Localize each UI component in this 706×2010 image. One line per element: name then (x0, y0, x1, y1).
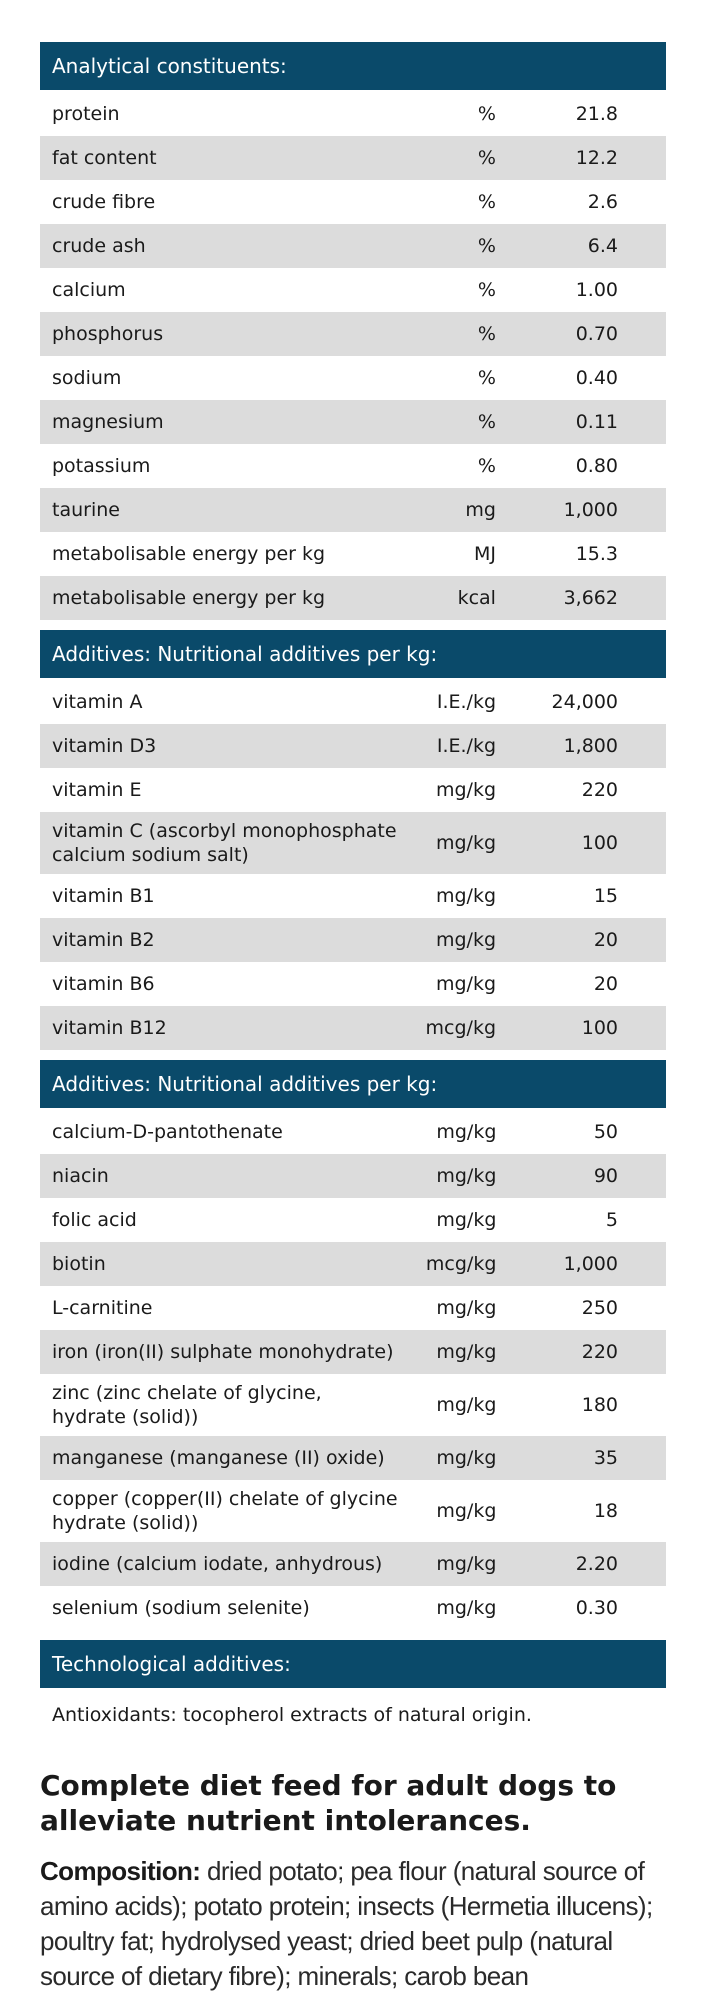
nutrient-name: biotin (52, 1253, 106, 1275)
nutrient-unit: mg/kg (436, 1209, 497, 1231)
table-row (40, 1242, 666, 1286)
technological-note: Antioxidants: tocopherol extracts of natural origin. (52, 1704, 532, 1726)
nutrient-unit: I.E./kg (436, 691, 497, 713)
nutrient-unit: mcg/kg (425, 1253, 497, 1275)
nutrient-value: 15.3 (575, 543, 618, 565)
table-row (40, 136, 666, 180)
nutrient-name: selenium (sodium selenite) (52, 1597, 310, 1619)
table-row (40, 1374, 666, 1436)
table-row (40, 1586, 666, 1630)
nutrient-value: 180 (581, 1394, 618, 1416)
nutrient-name: magnesium (52, 411, 164, 433)
nutrient-value: 0.11 (575, 411, 618, 433)
nutrient-value: 15 (593, 885, 618, 907)
product-title: Complete diet feed for adult dogs to alleviate nutrient intolerances. (40, 1769, 617, 1837)
nutrient-unit: % (477, 235, 496, 257)
nutrient-name: iron (iron(II) sulphate monohydrate) (52, 1341, 394, 1363)
table-row (40, 576, 666, 620)
table-row (40, 1110, 666, 1154)
nutrient-name: potassium (52, 455, 151, 477)
nutrient-name: zinc (zinc chelate of glycine, hydrate (solid)) (52, 1382, 322, 1428)
nutrient-value: 20 (593, 929, 618, 951)
nutrient-unit: MJ (473, 543, 496, 565)
nutrient-name: folic acid (52, 1209, 137, 1231)
nutrient-unit: mg/kg (436, 1341, 497, 1363)
table-row (40, 680, 666, 724)
composition-text: dried potato; pea flour (natural source of amino acids); potato protein; insects (Hermetia illucens); poultry fat; hydrolysed yeast; dried beet pulp (natural source of dietary fibre); minerals; carob bean (40, 1856, 653, 1991)
nutrient-unit: mg/kg (436, 1553, 497, 1575)
table-row (40, 488, 666, 532)
nutrient-name: metabolisable energy per kg (52, 587, 326, 609)
nutrient-name: metabolisable energy per kg (52, 543, 326, 565)
nutrient-name: crude fibre (52, 191, 156, 213)
nutrient-value: 35 (593, 1447, 618, 1469)
table-row (40, 1006, 666, 1050)
nutrient-name: vitamin A (52, 691, 143, 713)
nutrient-name: fat content (52, 147, 157, 169)
nutrient-unit: % (477, 279, 496, 301)
nutrient-name: crude ash (52, 235, 146, 257)
table-row (40, 1198, 666, 1242)
table-row (40, 1542, 666, 1586)
nutrient-value: 100 (581, 1017, 618, 1039)
nutrient-unit: % (477, 411, 496, 433)
nutrient-unit: mg/kg (436, 1297, 497, 1319)
nutrient-value: 1,000 (563, 499, 618, 521)
composition-paragraph (40, 1854, 666, 1994)
nutrient-name: calcium (52, 279, 126, 301)
table-row (40, 180, 666, 224)
table-row (40, 444, 666, 488)
nutrient-unit: % (477, 367, 496, 389)
nutrition-document (40, 42, 666, 1994)
table-row (40, 356, 666, 400)
table-row (40, 812, 666, 874)
nutrient-value: 90 (593, 1165, 618, 1187)
nutrient-value: 1.00 (575, 279, 618, 301)
table-row (40, 874, 666, 918)
nutrient-value: 20 (593, 973, 618, 995)
nutrient-name: vitamin B2 (52, 929, 155, 951)
nutrient-value: 3,662 (563, 587, 618, 609)
table-row (40, 962, 666, 1006)
nutrient-unit: mg (465, 499, 496, 521)
nutrient-value: 6.4 (587, 235, 618, 257)
nutrient-name: L-carnitine (52, 1297, 153, 1319)
table-row (40, 918, 666, 962)
nutrient-name: vitamin C (ascorbyl monophosphate calcium sodium salt) (52, 820, 397, 866)
nutrient-unit: mg/kg (436, 1597, 497, 1619)
nutrient-name: sodium (52, 367, 122, 389)
nutrient-value: 50 (593, 1121, 618, 1143)
nutrient-name: vitamin B12 (52, 1017, 167, 1039)
section-header: Additives: Nutritional additives per kg: (40, 1060, 666, 1108)
nutrient-name: vitamin E (52, 779, 142, 801)
nutrient-value: 18 (593, 1500, 618, 1522)
nutrient-unit: mg/kg (435, 973, 497, 995)
nutrient-unit: % (477, 323, 496, 345)
nutrient-name: vitamin B6 (52, 973, 155, 995)
nutrient-name: manganese (manganese (II) oxide) (52, 1447, 385, 1469)
section-header-technological: Technological additives: (40, 1640, 666, 1688)
nutrient-unit: % (477, 455, 496, 477)
nutrient-value: 0.40 (575, 367, 618, 389)
nutrient-unit: mg/kg (435, 885, 497, 907)
nutrient-value: 250 (581, 1297, 618, 1319)
nutrient-name: calcium-D-pantothenate (52, 1121, 283, 1143)
nutrient-unit: mg/kg (435, 929, 497, 951)
nutrient-value: 0.70 (575, 323, 618, 345)
nutrient-name: vitamin B1 (52, 885, 155, 907)
nutrient-unit: kcal (457, 587, 496, 609)
nutrient-value: 1,000 (563, 1253, 618, 1275)
table-row (40, 1480, 666, 1542)
nutrition-sections (40, 42, 666, 1630)
nutrient-value: 5 (605, 1209, 618, 1231)
nutrient-value: 0.80 (575, 455, 618, 477)
nutrient-name: taurine (52, 499, 120, 521)
nutrient-unit: mcg/kg (425, 1017, 497, 1039)
nutrient-unit: mg/kg (436, 1447, 497, 1469)
nutrient-name: copper (copper(II) chelate of glycine hydrate (solid)) (52, 1488, 398, 1534)
nutrient-table (40, 680, 666, 1050)
nutrient-table (40, 92, 666, 620)
nutrient-value: 220 (581, 1341, 618, 1363)
table-row (40, 1330, 666, 1374)
nutrient-value: 100 (581, 832, 618, 854)
table-row (40, 724, 666, 768)
nutrient-unit: mg/kg (435, 832, 497, 854)
nutrient-value: 0.30 (575, 1597, 618, 1619)
nutrient-table (40, 1110, 666, 1630)
table-row (40, 268, 666, 312)
section-header: Analytical constituents: (40, 42, 666, 90)
nutrient-value: 12.2 (575, 147, 618, 169)
table-row (40, 1154, 666, 1198)
nutrient-value: 2.20 (575, 1553, 618, 1575)
nutrient-value: 21.8 (575, 103, 618, 125)
nutrient-unit: mg/kg (436, 1165, 497, 1187)
nutrient-unit: % (477, 147, 496, 169)
nutrient-unit: mg/kg (436, 1500, 497, 1522)
composition-label: Composition: (40, 1856, 201, 1886)
nutrient-unit: mg/kg (436, 1394, 497, 1416)
nutrient-unit: % (477, 191, 496, 213)
nutrient-value: 2.6 (587, 191, 618, 213)
nutrient-name: protein (52, 103, 120, 125)
nutrient-unit: mg/kg (436, 1121, 497, 1143)
nutrient-unit: mg/kg (435, 779, 497, 801)
nutrient-value: 220 (581, 779, 618, 801)
table-row (40, 312, 666, 356)
table-row (40, 92, 666, 136)
nutrient-value: 24,000 (551, 691, 618, 713)
nutrient-name: phosphorus (52, 323, 164, 345)
nutrient-unit: I.E./kg (436, 735, 497, 757)
nutrient-value: 1,800 (563, 735, 618, 757)
nutrient-name: iodine (calcium iodate, anhydrous) (52, 1553, 383, 1575)
table-row (40, 224, 666, 268)
table-row (40, 1286, 666, 1330)
section-header: Additives: Nutritional additives per kg: (40, 630, 666, 678)
table-row (40, 1436, 666, 1480)
nutrient-name: niacin (52, 1165, 109, 1187)
table-row (40, 768, 666, 812)
nutrient-unit: % (477, 103, 496, 125)
nutrient-name: vitamin D3 (52, 735, 157, 757)
table-row (40, 400, 666, 444)
table-row (40, 532, 666, 576)
